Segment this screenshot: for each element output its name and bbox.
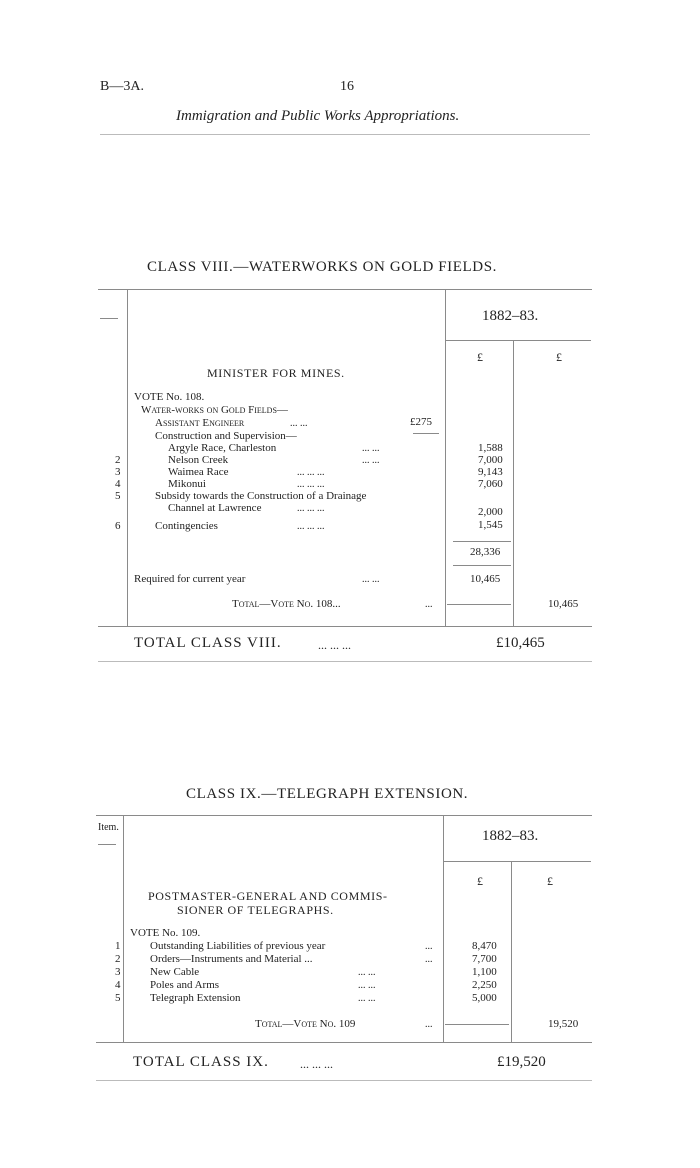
- item-leader: ... ... ...: [297, 479, 325, 490]
- class-ix-year-rule: [443, 861, 591, 862]
- item-label: Channel at Lawrence: [168, 502, 262, 514]
- item-number: 3: [115, 466, 121, 478]
- item-label: Waimea Race: [168, 466, 229, 478]
- total-vote-rule: [447, 604, 511, 605]
- class-ix-vote: VOTE No. 109.: [130, 927, 201, 939]
- class-viii-pound-sign-right: £: [556, 350, 562, 364]
- item-number: 1: [115, 940, 121, 952]
- item-leader: ... ... ...: [297, 503, 325, 514]
- item-leader: ... ...: [358, 993, 376, 1004]
- class-ix-total-vote-amount: 19,520: [548, 1018, 579, 1030]
- class-ix-bottom-rule: [96, 1042, 592, 1043]
- class-ix-total-label: TOTAL CLASS IX.: [133, 1054, 269, 1070]
- item-number: 4: [115, 979, 121, 991]
- class-ix-item-header-dash: [98, 844, 116, 845]
- item-number: 5: [115, 992, 121, 1004]
- subtotal-bottom-rule: [453, 565, 511, 566]
- class-viii-total-label: TOTAL CLASS VIII.: [134, 635, 282, 651]
- class-viii-total-vote-label: Total—Vote No. 108...: [232, 598, 341, 610]
- item-amount: 7,060: [478, 478, 503, 490]
- class-viii-pound-sign-left: £: [477, 350, 483, 364]
- class-ix-total-vote-label: Total—Vote No. 109: [255, 1018, 356, 1030]
- item-label: Contingencies: [155, 520, 218, 532]
- assistant-engineer-rule: [413, 433, 439, 434]
- class-ix-total-amount: £19,520: [497, 1054, 546, 1070]
- header-rule: [100, 134, 590, 135]
- item-label: Orders—Instruments and Material ...: [150, 953, 313, 965]
- class-viii-year: 1882–83.: [482, 308, 539, 324]
- class-viii-total-vote-leader: ...: [425, 599, 433, 610]
- required-amount: 10,465: [470, 573, 501, 585]
- class-viii-bottom-rule: [98, 626, 592, 627]
- class-ix-year: 1882–83.: [482, 828, 539, 844]
- class-viii-year-rule: [445, 340, 591, 341]
- item-leader: ... ...: [362, 443, 380, 454]
- class-ix-pound-sign-left: £: [477, 874, 483, 888]
- document-reference: B—3A.: [100, 79, 144, 94]
- class-viii-vote: VOTE No. 108.: [134, 391, 205, 403]
- class-ix-pound-sign-right: £: [547, 874, 553, 888]
- page-number: 16: [340, 79, 354, 94]
- construction-heading: Construction and Supervision—: [155, 430, 297, 442]
- item-leader: ...: [425, 941, 433, 952]
- class-viii-minister: MINISTER FOR MINES.: [207, 366, 345, 380]
- item-amount: 1,545: [478, 519, 503, 531]
- item-label: New Cable: [150, 966, 200, 978]
- item-number: 5: [115, 490, 121, 502]
- running-title: Immigration and Public Works Appropriations.: [176, 108, 460, 124]
- item-leader: ... ...: [358, 980, 376, 991]
- item-label: Mikonui: [168, 478, 206, 490]
- class-viii-title: CLASS VIII.—WATERWORKS ON GOLD FIELDS.: [147, 259, 498, 275]
- item-leader: ... ... ...: [297, 467, 325, 478]
- item-amount: 2,000: [478, 506, 503, 518]
- class-ix-total-vote-leader: ...: [425, 1019, 433, 1030]
- class-viii-item-header-dash: [100, 318, 118, 319]
- class-ix-amount-column-rule: [443, 815, 444, 1042]
- class-viii-total-leader: ... ... ...: [318, 638, 351, 652]
- assistant-engineer-amount: £275: [410, 416, 432, 428]
- item-amount: 7,000: [478, 454, 503, 466]
- item-label: Subsidy towards the Construction of a Drainage: [155, 490, 367, 502]
- assistant-engineer-leader: ... ...: [290, 418, 308, 429]
- class-ix-title: CLASS IX.—TELEGRAPH EXTENSION.: [186, 786, 469, 802]
- item-leader: ... ... ...: [297, 521, 325, 532]
- class-viii-footer-rule: [98, 661, 592, 662]
- item-amount: 5,000: [472, 992, 497, 1004]
- class-ix-item-header: Item.: [98, 822, 119, 833]
- class-viii-total-amount: £10,465: [496, 635, 545, 651]
- class-ix-item-column-rule: [123, 815, 124, 1042]
- item-amount: 2,250: [472, 979, 497, 991]
- class-viii-top-rule: [98, 289, 592, 290]
- class-viii-subtotal: 28,336: [470, 546, 501, 558]
- item-leader: ... ...: [362, 455, 380, 466]
- class-ix-total-leader: ... ... ...: [300, 1057, 333, 1071]
- class-viii-total-column-rule: [513, 340, 514, 626]
- subtotal-top-rule: [453, 541, 511, 542]
- item-label: Poles and Arms: [150, 979, 220, 991]
- required-leader: ... ...: [362, 574, 380, 585]
- class-ix-total-vote-rule: [445, 1024, 509, 1025]
- required-label: Required for current year: [134, 573, 246, 585]
- item-label: Outstanding Liabilities of previous year: [150, 940, 326, 952]
- item-amount: 7,700: [472, 953, 497, 965]
- item-leader: ...: [425, 954, 433, 965]
- item-label: Nelson Creek: [168, 454, 229, 466]
- item-leader: ... ...: [358, 967, 376, 978]
- item-amount: 1,588: [478, 442, 503, 454]
- item-number: 4: [115, 478, 121, 490]
- item-number: 2: [115, 454, 121, 466]
- item-amount: 1,100: [472, 966, 497, 978]
- class-ix-minister-line1: POSTMASTER-GENERAL AND COMMIS-: [148, 889, 388, 903]
- class-viii-total-vote-amount: 10,465: [548, 598, 579, 610]
- item-label: Telegraph Extension: [150, 992, 241, 1004]
- class-ix-footer-rule: [96, 1080, 592, 1081]
- class-ix-minister-line2: SIONER OF TELEGRAPHS.: [177, 903, 334, 917]
- item-number: 3: [115, 966, 121, 978]
- class-ix-total-column-rule: [511, 861, 512, 1042]
- item-label: Argyle Race, Charleston: [168, 442, 277, 454]
- item-amount: 8,470: [472, 940, 497, 952]
- assistant-engineer-label: Assistant Engineer: [155, 417, 245, 429]
- item-number: 6: [115, 520, 121, 532]
- item-amount: 9,143: [478, 466, 503, 478]
- class-viii-section: Water-works on Gold Fields—: [141, 404, 288, 416]
- class-viii-item-column-rule: [127, 289, 128, 626]
- item-number: 2: [115, 953, 121, 965]
- class-ix-top-rule: [96, 815, 592, 816]
